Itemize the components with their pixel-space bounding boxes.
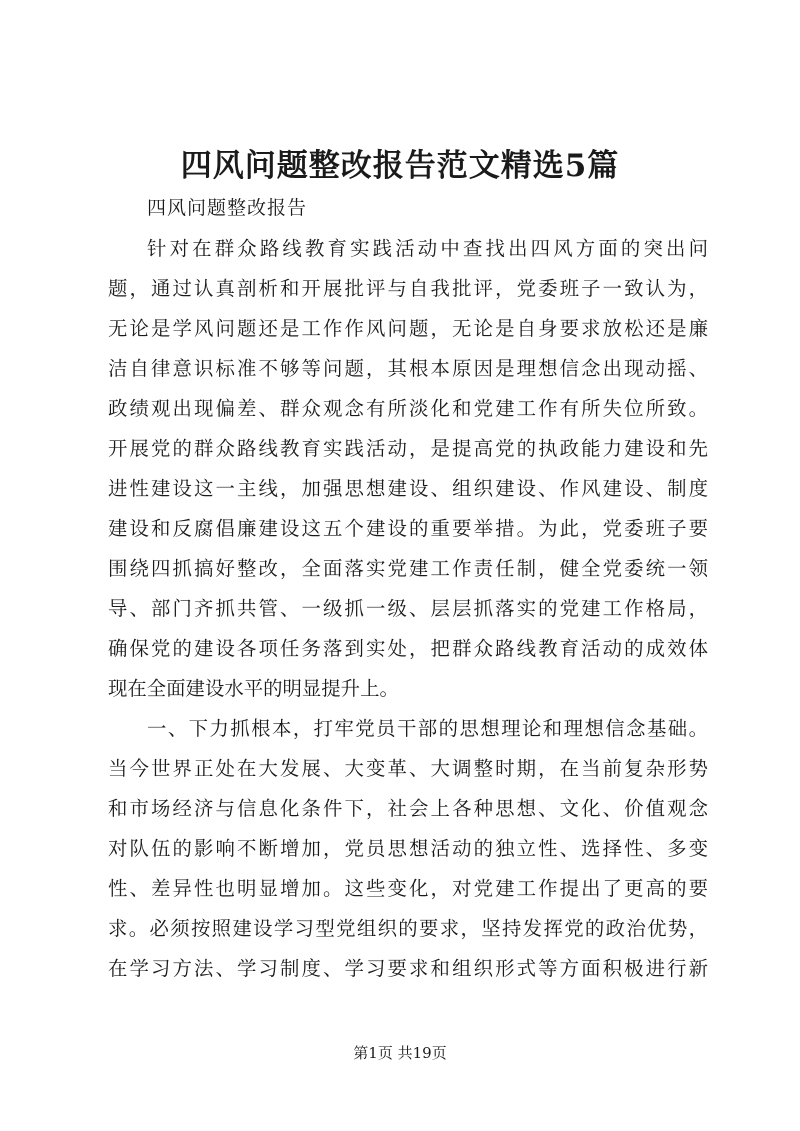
paragraph-line: 政绩观出现偏差、群众观念有所淡化和党建工作有所失位所致。	[108, 397, 708, 420]
paragraph-line: 当今世界正处在大发展、大变革、大调整时期，在当前复杂形势	[108, 757, 708, 780]
page-number-footer: 第1页 共19页	[353, 1044, 447, 1062]
document-title: 四风问题整改报告范文精选5篇	[180, 148, 620, 184]
paragraph-line: 在学习方法、学习制度、学习要求和组织形式等方面积极进行新	[108, 957, 708, 980]
paragraph-line: 确保党的建设各项任务落到实处，把群众路线教育活动的成效体	[108, 637, 708, 660]
paragraph-line: 针对在群众路线教育实践活动中查找出四风方面的突出问	[147, 237, 708, 260]
paragraph-line: 一、下力抓根本，打牢党员干部的思想理论和理想信念基础。	[147, 717, 708, 740]
paragraph-line: 围绕四抓搞好整改，全面落实党建工作责任制，健全党委统一领	[108, 557, 708, 580]
paragraph-line: 题，通过认真剖析和开展批评与自我批评，党委班子一致认为，	[108, 277, 708, 300]
document-subtitle: 四风问题整改报告	[147, 197, 308, 219]
paragraph-line: 建设和反腐倡廉建设这五个建设的重要举措。为此，党委班子要	[108, 517, 708, 540]
paragraph-line: 洁自律意识标准不够等问题，其根本原因是理想信念出现动摇、	[108, 357, 708, 380]
paragraph-line: 无论是学风问题还是工作作风问题，无论是自身要求放松还是廉	[108, 317, 708, 340]
paragraph-line: 性、差异性也明显增加。这些变化，对党建工作提出了更高的要	[108, 877, 708, 900]
paragraph-line: 现在全面建设水平的明显提升上。	[108, 677, 399, 700]
paragraph-line: 求。必须按照建设学习型党组织的要求，坚持发挥党的政治优势，	[108, 917, 708, 940]
paragraph-line: 进性建设这一主线，加强思想建设、组织建设、作风建设、制度	[108, 477, 708, 500]
paragraph-line: 对队伍的影响不断增加，党员思想活动的独立性、选择性、多变	[108, 837, 708, 860]
paragraph-line: 和市场经济与信息化条件下，社会上各种思想、文化、价值观念	[108, 797, 708, 820]
paragraph-line: 开展党的群众路线教育实践活动，是提高党的执政能力建设和先	[108, 437, 708, 460]
paragraph-line: 导、部门齐抓共管、一级抓一级、层层抓落实的党建工作格局，	[108, 597, 708, 620]
